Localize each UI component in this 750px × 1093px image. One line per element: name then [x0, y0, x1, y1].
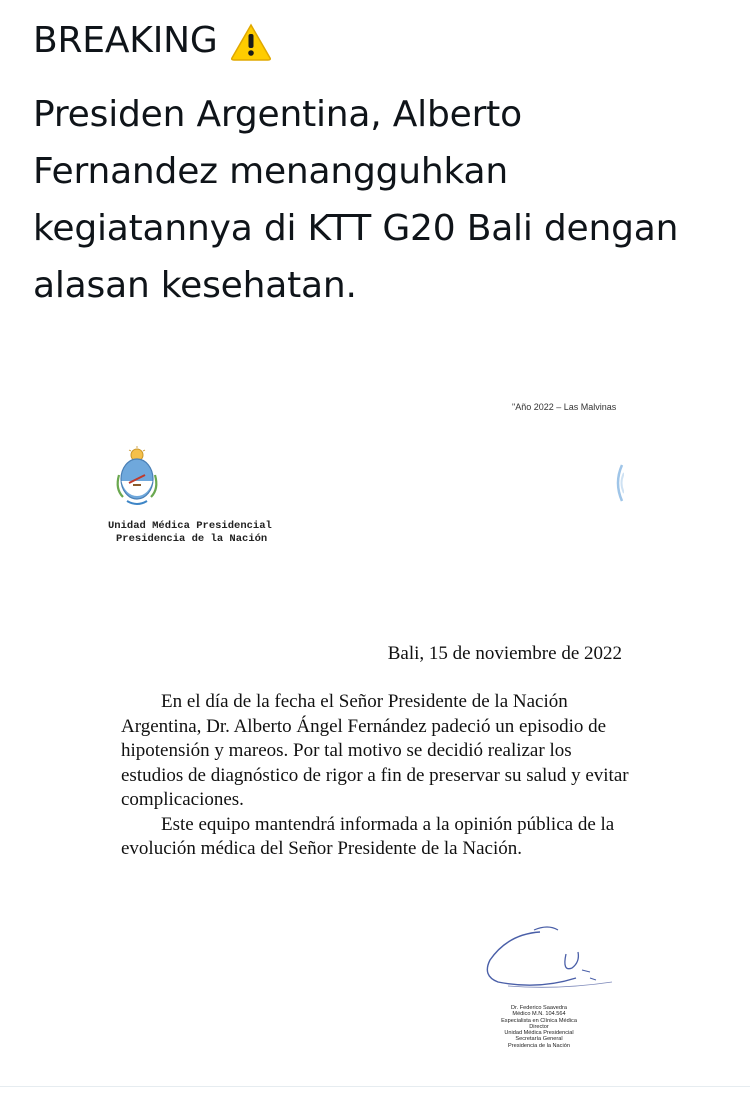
document-body — [121, 690, 631, 862]
tweet-body-line-4: alasan kesehatan. — [33, 265, 357, 306]
document-paragraph-2: Este equipo mantendrá informada a la opinión pública de la evolución médica del Señor Presidente de la Nación. — [121, 813, 615, 859]
handwritten-signature-icon — [478, 920, 618, 995]
tweet-text — [33, 14, 723, 314]
unit-title-line-2: Presidencia de la Nación — [116, 533, 268, 545]
signatory-name: Dr. Federico Saavedra — [511, 1005, 567, 1011]
signatory-block — [480, 1005, 598, 1049]
headline-row — [33, 14, 723, 66]
document-header-quote: "Año 2022 – Las Malvinas — [512, 402, 617, 412]
signatory-role: Director — [529, 1023, 549, 1030]
tweet-body-line-2: Fernandez menangguhkan — [33, 151, 509, 192]
document-paragraph-1: En el día de la fecha el Señor Presidente de la Nación Argentina, Dr. Alberto Ángel Fernández padeció un episodio de hipotensión y mareos. Por tal motivo se decidió realizar los estudios de diagnóstico de rigor a fin de preservar su salud y evitar complicaciones. — [121, 691, 629, 810]
breaking-label: BREAKING — [33, 19, 218, 61]
signatory-unit: Unidad Médica Presidencial — [504, 1030, 574, 1037]
signatory-presidency: Presidencia de la Nación — [508, 1042, 570, 1049]
warning-sign-icon — [230, 21, 272, 59]
signatory-specialty: Especialista en Clínica Médica — [501, 1017, 577, 1024]
seal-stamp-icon — [612, 463, 624, 503]
signatory-secretariat: Secretaría General — [515, 1036, 563, 1043]
attached-document-image[interactable] — [0, 375, 750, 1080]
signatory-license: Médico M.N. 104.564 — [512, 1011, 566, 1018]
tweet-body-line-3: kegiatannya di KTT G20 Bali dengan — [33, 208, 679, 249]
unit-title — [108, 520, 272, 546]
unit-title-line-1: Unidad Médica Presidencial — [108, 520, 272, 532]
divider — [0, 1086, 750, 1087]
tweet-body-line-1: Presiden Argentina, Alberto — [33, 94, 522, 135]
argentina-coat-of-arms-icon — [113, 445, 161, 513]
document-date: Bali, 15 de noviembre de 2022 — [387, 643, 622, 664]
